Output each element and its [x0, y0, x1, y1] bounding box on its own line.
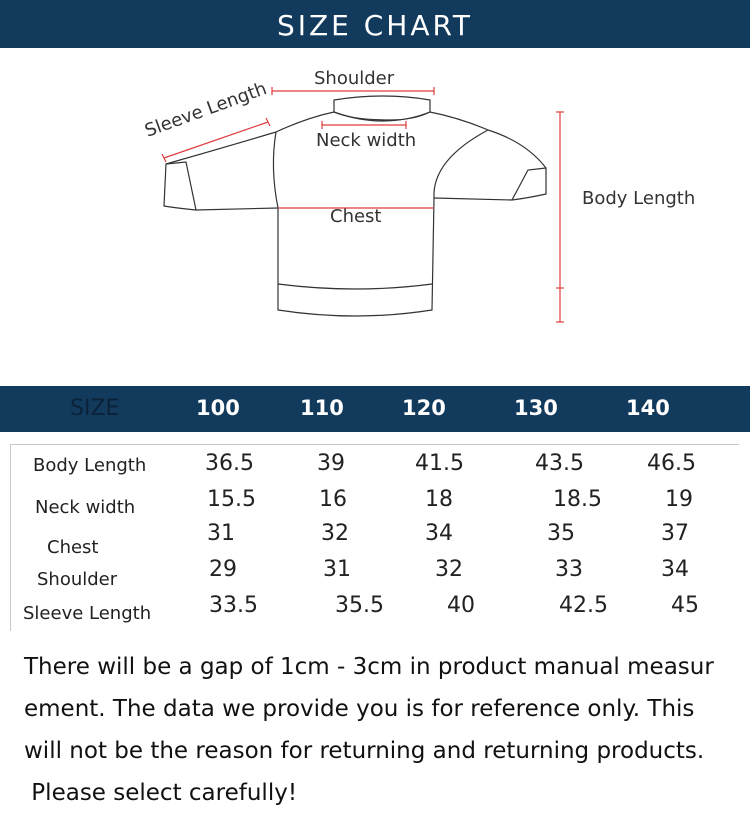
table-cell: 39 [317, 451, 345, 476]
table-cell: 43.5 [535, 451, 584, 476]
table-cell: 45 [671, 593, 699, 618]
note-line: ement. The data we provide you is for reference only. This [24, 696, 695, 722]
table-cell: 46.5 [647, 451, 696, 476]
table-cell: 16 [319, 487, 347, 512]
table-cell: 41.5 [415, 451, 464, 476]
page-title: SIZE CHART [276, 9, 474, 42]
table-cell: 37 [661, 521, 689, 546]
table-cell: 34 [661, 557, 689, 582]
size-header-100: 100 [196, 396, 240, 420]
table-cell: 36.5 [205, 451, 254, 476]
table-cell: 42.5 [559, 593, 608, 618]
size-header-140: 140 [626, 396, 670, 420]
table-cell: 31 [207, 521, 235, 546]
table-cell: 15.5 [207, 487, 256, 512]
label-neck-width: Neck width [316, 130, 417, 151]
table-cell: 40 [447, 593, 475, 618]
table-cell: 34 [425, 521, 453, 546]
row-label-shoulder: Shoulder [37, 569, 118, 590]
note-line: Please select carefully! [24, 780, 298, 806]
size-column-header: SIZE [70, 396, 120, 421]
size-header-110: 110 [300, 396, 344, 420]
table-cell: 35.5 [335, 593, 384, 618]
size-table [10, 444, 739, 631]
table-cell: 18 [425, 487, 453, 512]
note-line: will not be the reason for returning and returning products. [24, 738, 705, 764]
size-header-120: 120 [402, 396, 446, 420]
table-cell: 29 [209, 557, 237, 582]
table-cell: 33 [555, 557, 583, 582]
label-body-length: Body Length [582, 188, 696, 209]
table-cell: 18.5 [553, 487, 602, 512]
note-line: There will be a gap of 1cm - 3cm in product manual measur [24, 654, 714, 680]
disclaimer-note [24, 646, 736, 814]
table-cell: 31 [323, 557, 351, 582]
title-band [0, 0, 750, 48]
label-chest: Chest [330, 206, 382, 227]
row-label-chest: Chest [47, 537, 99, 558]
size-header-band [0, 386, 750, 432]
table-cell: 33.5 [209, 593, 258, 618]
table-cell: 32 [435, 557, 463, 582]
row-label-sleeve-length: Sleeve Length [23, 603, 152, 624]
table-cell: 32 [321, 521, 349, 546]
garment-diagram [0, 48, 750, 378]
size-header-130: 130 [514, 396, 558, 420]
table-cell: 35 [547, 521, 575, 546]
row-label-neck-width: Neck width [35, 497, 136, 518]
label-sleeve-length: Sleeve Length [142, 78, 270, 142]
row-label-body-length: Body Length [33, 455, 147, 476]
table-cell: 19 [665, 487, 693, 512]
label-shoulder: Shoulder [314, 68, 395, 89]
